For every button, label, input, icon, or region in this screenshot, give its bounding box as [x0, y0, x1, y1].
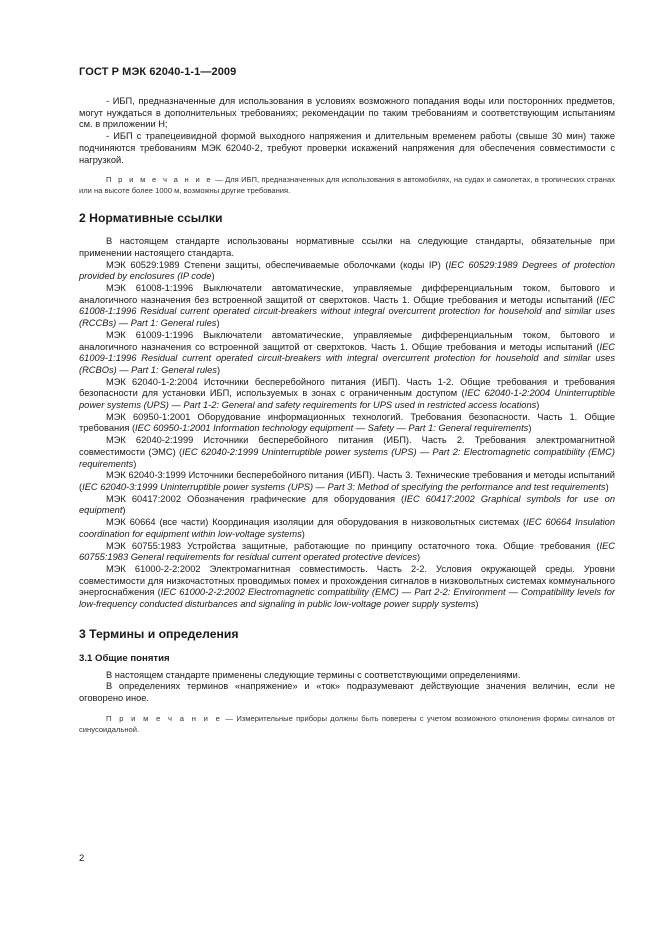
reference-item: МЭК 60755:1983 Устройства защитные, работающие по принципу остаточного тока. Общие требования (IEC 60755:1983 General requirements for residual current operated protective devices) — [79, 540, 615, 563]
reference-item: МЭК 60417:2002 Обозначения графические для оборудования (IEC 60417:2002 Graphical symbols for use on equipment) — [79, 493, 615, 516]
reference-item: МЭК 61008-1:1996 Выключатели автоматические, управляемые дифференциальным током, бытового и аналогичного назначения без встроенной защитой от сверхтоков. Часть 1. Общие требования и методы испытаний (IEC 61008-1:1996 Residual current operated circuit-breakers without integral overcurrent protection for household and similar uses (RCCBs) — Part 1: General rules) — [79, 283, 615, 329]
subsection-3-1-heading: 3.1 Общие понятия — [79, 652, 170, 664]
reference-item: МЭК 60950-1:2001 Оборудование информационных технологий. Требования безопасности. Часть 1. Общие требования (IEC 60950-1:2001 Information technology equipment — Safety — Part 1: General requirements) — [79, 411, 615, 434]
page-content — [79, 96, 615, 735]
normative-references-list — [79, 260, 615, 611]
reference-item: МЭК 60529:1989 Степени защиты, обеспечиваемые оболочками (коды IP) (IEC 60529:1989 Degrees of protection provided by enclosures (IP code) — [79, 259, 615, 282]
section-3-paragraph-1: В настоящем стандарте применены следующие термины с соответствующими определениями. — [106, 669, 521, 680]
section-2-lead: В настоящем стандарте использованы нормативные ссылки на следующие стандарты, обязательные при применении настоящего стандарта. — [79, 236, 615, 258]
note-text: — Измерительные приборы должны быть поверены с учетом возможного отклонения формы сигналов от синусоидальной. — [79, 713, 615, 734]
note-label: П р и м е ч а н и е — [106, 713, 223, 723]
document-code-header: ГОСТ Р МЭК 62040-1-1—2009 — [79, 66, 237, 78]
note-label: П р и м е ч а н и е — [106, 175, 213, 185]
page-number: 2 — [79, 853, 85, 864]
reference-item: МЭК 61009-1:1996 Выключатели автоматические, управляемые дифференциальным током, бытового и аналогичного назначения со встроенной защитой от сверхтоков. Часть 1. Общие требования и методы испытаний (IEC 61009-1:1996 Residual current operated circuit-breakers with integral overcurrent protection for household and similar uses (RCBOs) — Part 1: General rules) — [79, 329, 615, 375]
section-2-heading: 2 Нормативные ссылки — [79, 211, 223, 226]
intro-bullet-1: - ИБП, предназначенные для использования в условиях возможного попадания воды или посторонних предметов, могут нуждаться в дополнительных требованиях; рекомендации по таким требованиям и соответствующим испытаниям см. в приложении Н; — [79, 96, 615, 130]
reference-item: МЭК 62040-3:1999 Источники бесперебойного питания (ИБП). Часть 3. Технические требования и методы испытаний (IEC 62040-3:1999 Uninterruptible power systems (UPS) — Part 3: Method of specifying the performance and test requirements) — [79, 470, 615, 492]
section-3-paragraph-2: В определениях терминов «напряжение» и «ток» подразумевают действующие значения величин, если не оговорено иное. — [79, 681, 615, 704]
reference-item: МЭК 62040-1-2:2004 Источники бесперебойного питания (ИБП). Часть 1-2. Общие требования и требования безопасности для установки ИБП, используемых в зонах с ограниченным доступом (IEC 62040-1-2:2004 Uninterruptible power systems (UPS) — Part 1-2: General and safety requirements for UPS used in restricted access locations) — [79, 376, 615, 411]
section-3-note — [79, 713, 615, 735]
intro-bullet-2: - ИБП с трапецеивидной формой выходного напряжения и длительным временем работы (свыше 30 мин) также подчиняются требованиям МЭК 62040-2, требуют проверки искажений напряжения для обеспечения совместимости с нагрузкой. — [79, 131, 615, 165]
reference-item: МЭК 60664 (все части) Координация изоляции для оборудования в низковольтных системах (IEC 60664 Insulation coordination for equipment within low-voltage systems) — [79, 517, 615, 539]
reference-item: МЭК 62040-2:1999 Источники бесперебойного питания (ИБП). Часть 2. Требования электромагнитной совместимости (ЭМС) (IEC 62040-2:1999 Uninterruptible power systems (UPS) — Part 2: Electromagnetic compatibility (EMC) requirements) — [79, 435, 615, 469]
section-3-heading: 3 Термины и определения — [79, 626, 239, 641]
reference-item: МЭК 61000-2-2:2002 Электромагнитная совместимость. Часть 2-2. Условия окружающей среды. Уровни совместимости для низкочастотных проводимых помех и прохождения сигналов в низковольтных системах коммунального энергоснабжения (IEC 61000-2-2:2002 Electromagnetic compatibility (EMC) — Part 2-2: Environment — Compatibility levels for low-frequency conducted disturbances and signaling in public low-voltage power supply systems) — [79, 563, 615, 610]
note-text: — Для ИБП, предназначенных для использования в автомобилях, на судах и самолетах, в тропических странах или на высоте более 1000 м, возможны другие требования. — [79, 175, 615, 196]
intro-note — [79, 174, 615, 196]
